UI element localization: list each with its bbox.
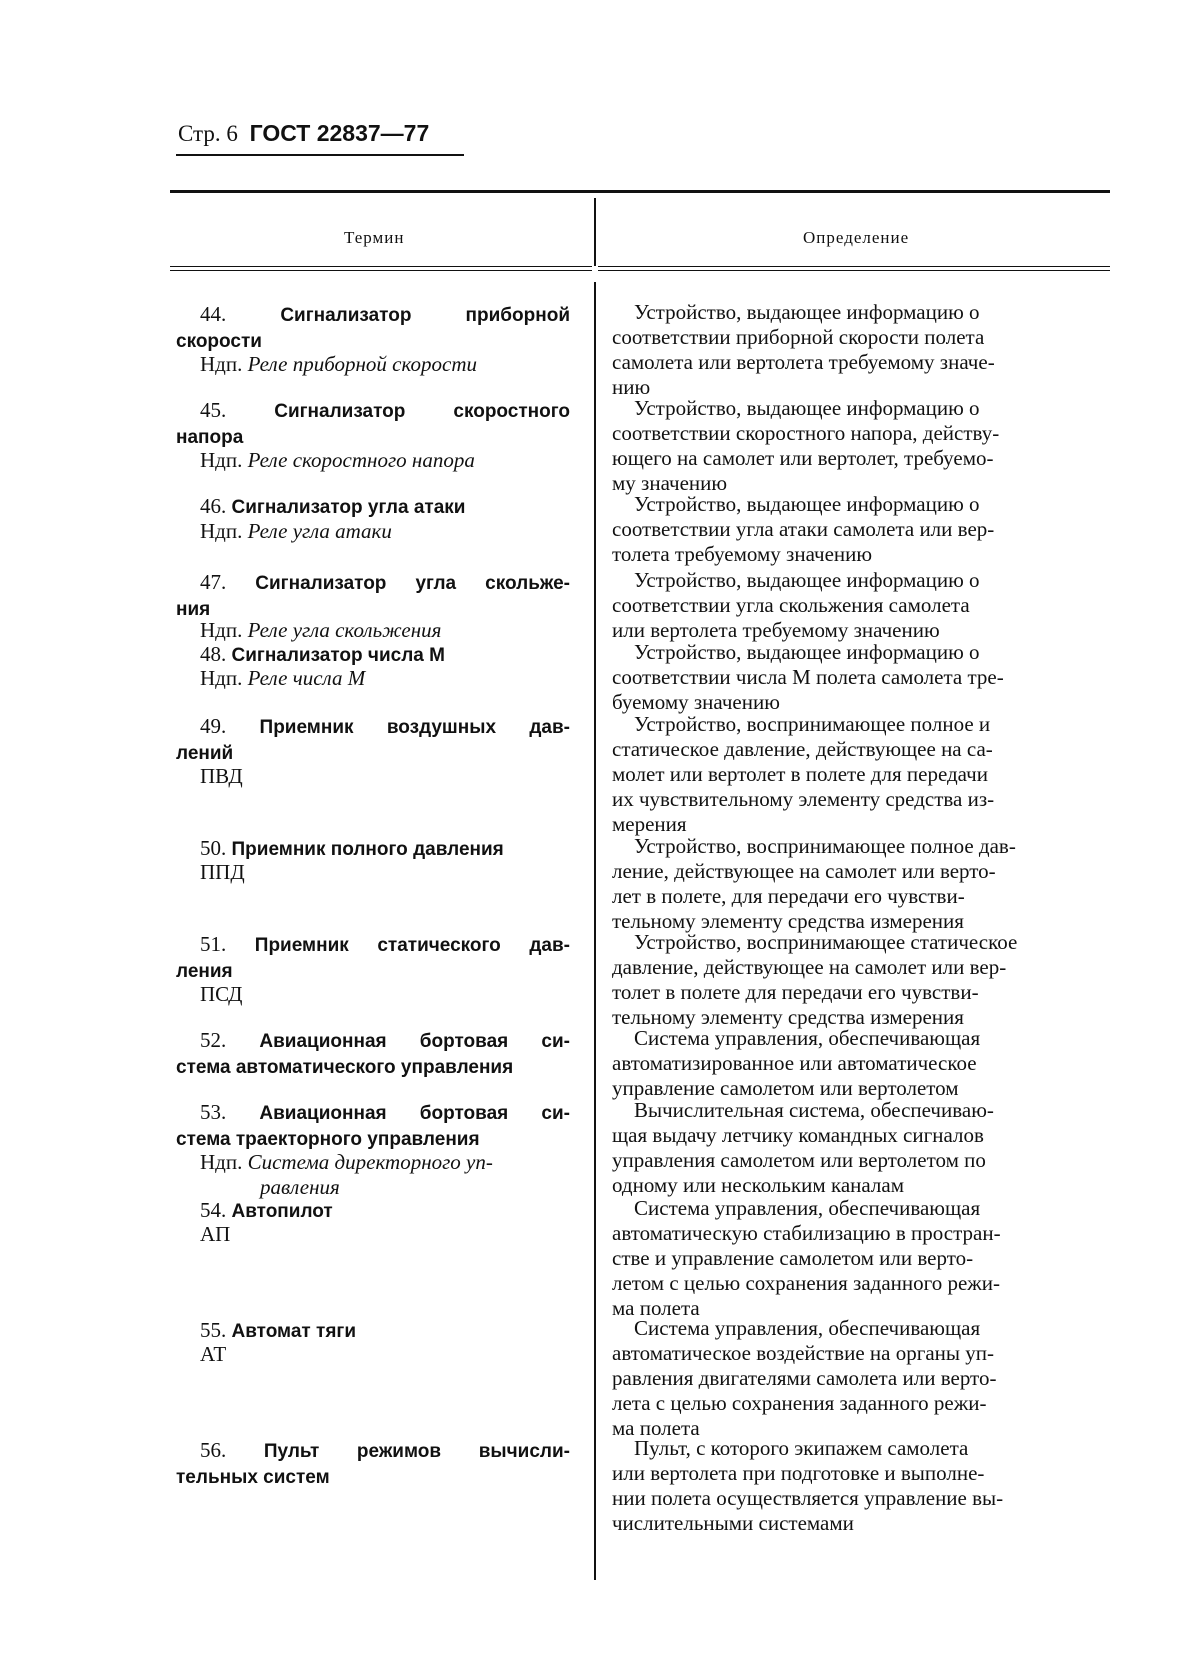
abbreviation: АП [200, 1222, 231, 1246]
term-title: 52. Авиационная бортовая си- стема автоматического управления [176, 1028, 571, 1078]
column-header-definitions: Определение [803, 228, 910, 247]
deprecated-term: Ндп. Реле угла скольжения [200, 618, 442, 642]
abbreviation: АТ [200, 1342, 227, 1366]
definition: Устройство, воспринимающее полное и статическое давление, действующее на са- молет или вертолет в полете для передачи их чувствительному элементу средства из- мерения [612, 712, 995, 836]
term-title: 55. Автомат тяги [200, 1318, 357, 1342]
term-title: 53. Авиационная бортовая си- стема траекторного управления [176, 1100, 571, 1150]
table-top-rule [170, 190, 1110, 193]
term-title: 51. Приемник статического дав- ления [176, 932, 570, 982]
term-title: 48. Сигнализатор числа М [200, 642, 445, 666]
table-header-rule [170, 266, 1110, 267]
term-title: 45. Сигнализатор скоростного напора [176, 398, 570, 448]
table-header-rule-double [170, 270, 1110, 271]
header-underline [176, 154, 464, 156]
term-title: 50. Приемник полного давления [200, 836, 504, 860]
term-title: 49. Приемник воздушных дав- лений [176, 714, 570, 764]
definition: Устройство, выдающее информацию о соответствии числа М полета самолета тре- буемому значению [612, 640, 1004, 714]
abbreviation: ПСД [200, 982, 243, 1006]
definition: Устройство, выдающее информацию о соответствии скоростного напора, действу- ющего на самолет или вертолет, требуемо- му значению [612, 396, 1000, 495]
term-title: 47. Сигнализатор угла скольже- ния [176, 570, 570, 620]
definition: Устройство, воспринимающее статическое давление, действующее на самолет или вер- толет в полете для передачи его чувстви- тельному элементу средства измерения [612, 930, 1018, 1029]
definition: Система управления, обеспечивающая автоматическое воздействие на органы уп- равления двигателями самолета или верто- лета с целью сохранения заданного режи- ма полета [612, 1316, 997, 1440]
definition: Устройство, выдающее информацию о соответствии угла скольжения самолета или вертолета требуемому значению [612, 568, 980, 642]
definition: Система управления, обеспечивающая автоматизированное или автоматическое управление самолетом или вертолетом [612, 1026, 981, 1100]
term-title: 44. Сигнализатор приборной скорости [176, 302, 571, 352]
definition: Устройство, воспринимающее полное дав- ление, действующее на самолет или верто- лет в полете, для передачи его чувстви- тельному элементу средства измерения [612, 834, 1016, 933]
standard-number: ГОСТ 22837—77 [249, 120, 430, 146]
deprecated-term: Ндп. Реле скоростного напора [200, 448, 475, 472]
definition: Устройство, выдающее информацию о соответствии приборной скорости полета самолета или вертолета требуемому значе- нию [612, 300, 995, 399]
definition: Устройство, выдающее информацию о соответствии угла атаки самолета или вер- толета требуемому значению [612, 492, 995, 566]
deprecated-term: Ндп. Реле числа М [200, 666, 366, 690]
column-divider [594, 198, 596, 1580]
abbreviation: ППД [200, 860, 245, 884]
definition: Пульт, с которого экипажем самолета или вертолета при подготовке и выполне- нии полета осуществляется управление вы- числительными системами [612, 1436, 1004, 1535]
term-title: 56. Пульт режимов вычисли- тельных систем [176, 1438, 571, 1488]
term-title: 54. Автопилот [200, 1198, 333, 1222]
term-title: 46. Сигнализатор угла атаки [200, 494, 466, 518]
deprecated-term: Ндп. Система директорного уп- равления [200, 1150, 493, 1199]
page-number: Стр. 6 [178, 121, 238, 146]
definition: Система управления, обеспечивающая автоматическую стабилизацию в простран- стве и управление самолетом или верто- летом с целью сохранения заданного режи- ма полета [612, 1196, 1001, 1320]
abbreviation: ПВД [200, 764, 243, 788]
page-header [178, 120, 429, 147]
deprecated-term: Ндп. Реле угла атаки [200, 519, 392, 543]
column-header-terms: Термин [344, 228, 405, 247]
deprecated-term: Ндп. Реле приборной скорости [200, 352, 477, 376]
definition: Вычислительная система, обеспечиваю- щая выдачу летчику командных сигналов управления самолетом или вертолетом по одному или нескольким каналам [612, 1098, 994, 1197]
